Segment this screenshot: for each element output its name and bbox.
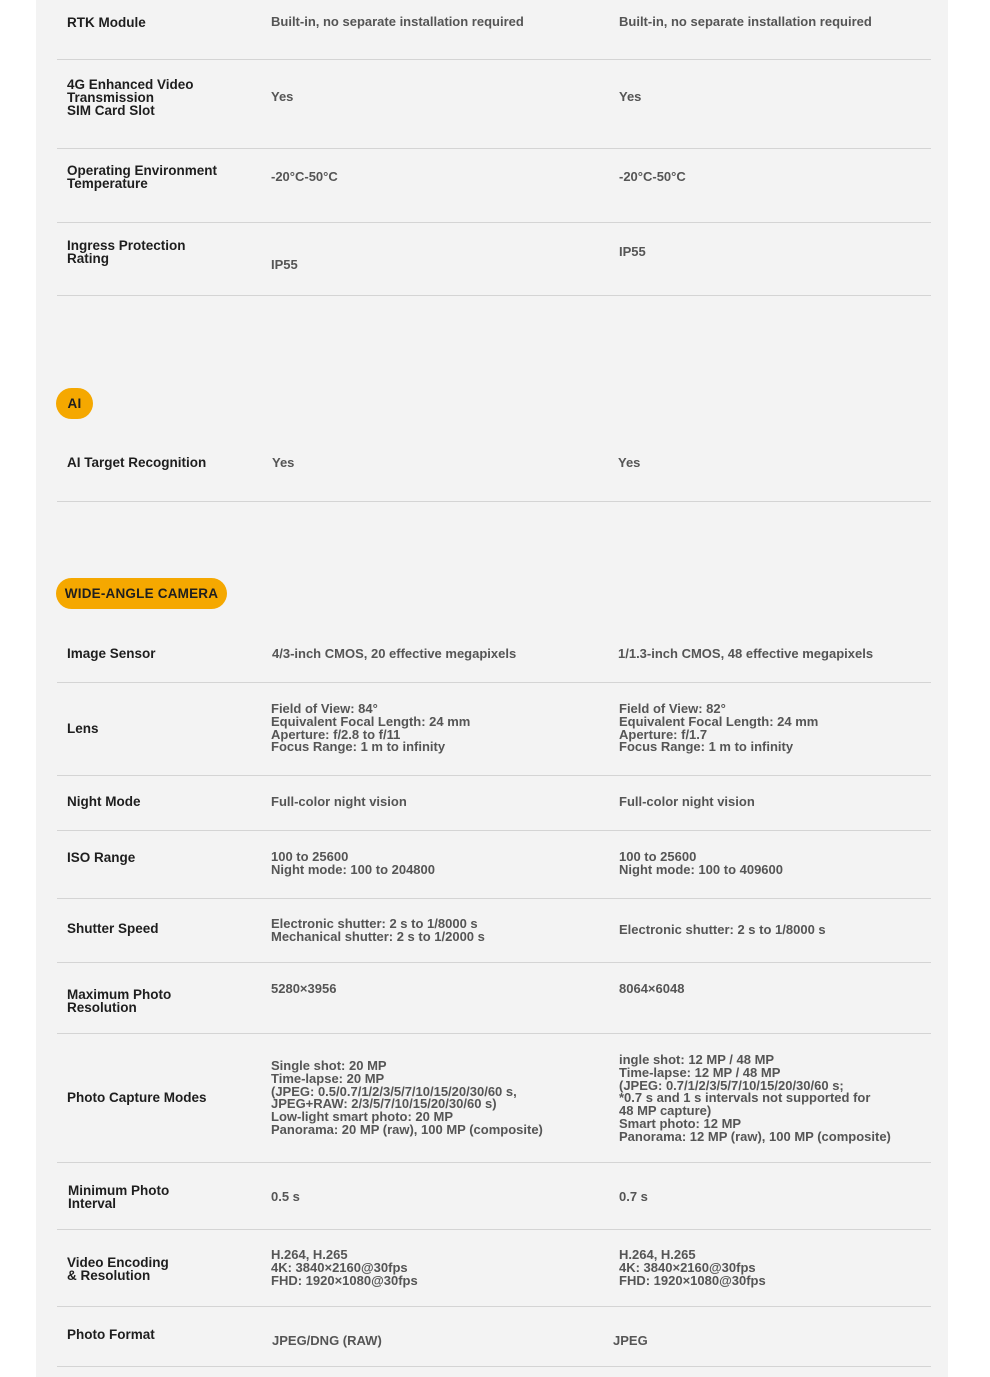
spec-row-shutter-speed bbox=[57, 899, 931, 963]
spec-value-col1: Yes bbox=[271, 89, 294, 104]
spec-value-col2: IP55 bbox=[619, 244, 646, 259]
spec-value-col1: Electronic shutter: 2 s to 1/8000 s Mechanical shutter: 2 s to 1/2000 s bbox=[271, 916, 485, 944]
spec-value-col2: Electronic shutter: 2 s to 1/8000 s bbox=[619, 922, 826, 937]
spec-value-col1: 100 to 25600 Night mode: 100 to 204800 bbox=[271, 849, 435, 877]
spec-row-operating-temperature bbox=[57, 149, 931, 223]
spec-value-col2: Yes bbox=[618, 455, 641, 470]
spec-value-col2: JPEG bbox=[613, 1333, 648, 1348]
spec-label: Shutter Speed bbox=[67, 921, 159, 936]
spec-row-lens bbox=[57, 683, 931, 776]
spec-value-col1: Built-in, no separate installation required bbox=[271, 14, 524, 29]
spec-label: Image Sensor bbox=[67, 646, 156, 661]
spec-label: 4G Enhanced Video Transmission SIM Card Slot bbox=[67, 77, 194, 118]
spec-label: Video Encoding & Resolution bbox=[67, 1255, 169, 1283]
spec-row-iso-range bbox=[57, 831, 931, 899]
spec-row-photo-capture-modes bbox=[57, 1034, 931, 1163]
spec-label: Minimum Photo Interval bbox=[68, 1183, 170, 1211]
spec-row-4g-sim bbox=[57, 60, 931, 149]
spec-label: Photo Format bbox=[67, 1327, 155, 1342]
spec-value-col1: 5280×3956 bbox=[271, 981, 337, 996]
spec-row-ingress-protection bbox=[57, 223, 931, 296]
spec-value-col1: 4/3-inch CMOS, 20 effective megapixels bbox=[272, 646, 517, 661]
spec-label: Ingress Protection Rating bbox=[67, 238, 186, 266]
spec-row-max-photo-resolution bbox=[57, 963, 931, 1034]
spec-value-col1: H.264, H.265 4K: 3840×2160@30fps FHD: 1920×1080@30fps bbox=[271, 1247, 418, 1288]
spec-row-rtk-module bbox=[57, 0, 931, 60]
spec-value-col1: Full-color night vision bbox=[271, 794, 407, 809]
spec-value-col1: -20°C-50°C bbox=[271, 169, 338, 184]
spec-label: AI Target Recognition bbox=[67, 455, 207, 470]
spec-label: Maximum Photo Resolution bbox=[67, 987, 172, 1015]
section-badge-ai: AI bbox=[56, 388, 93, 419]
spec-value-col2: Yes bbox=[619, 89, 642, 104]
spec-row-video-encoding bbox=[57, 1230, 931, 1307]
section-badge-wide-angle-camera: WIDE-ANGLE CAMERA bbox=[56, 578, 227, 609]
spec-value-col2: -20°C-50°C bbox=[619, 169, 686, 184]
spec-value-col1: Yes bbox=[272, 455, 295, 470]
spec-value-col2: Full-color night vision bbox=[619, 794, 755, 809]
spec-value-col1: JPEG/DNG (RAW) bbox=[272, 1333, 382, 1348]
spec-label: Night Mode bbox=[67, 794, 141, 809]
spec-value-col2: Built-in, no separate installation required bbox=[619, 14, 872, 29]
spec-value-col2: 1/1.3-inch CMOS, 48 effective megapixels bbox=[618, 646, 874, 661]
spec-value-col2: H.264, H.265 4K: 3840×2160@30fps FHD: 1920×1080@30fps bbox=[619, 1247, 766, 1288]
spec-label: ISO Range bbox=[67, 850, 136, 865]
spec-value-col2: 100 to 25600 Night mode: 100 to 409600 bbox=[619, 849, 783, 877]
spec-row-minimum-photo-interval bbox=[57, 1163, 931, 1230]
spec-label: RTK Module bbox=[67, 15, 146, 30]
spec-value-col1: 0.5 s bbox=[271, 1189, 300, 1204]
spec-row-ai-target-recognition bbox=[57, 428, 931, 502]
spec-row-night-mode bbox=[57, 776, 931, 831]
spec-row-photo-format bbox=[57, 1307, 931, 1367]
spec-label: Lens bbox=[67, 721, 99, 736]
spec-value-col1: IP55 bbox=[271, 257, 298, 272]
spec-value-col1: Field of View: 84° Equivalent Focal Length: 24 mm Aperture: f/2.8 to f/11 Focus Range: 1 m to infinity bbox=[271, 701, 471, 755]
spec-value-col2: Field of View: 82° Equivalent Focal Length: 24 mm Aperture: f/1.7 Focus Range: 1 m to infinity bbox=[619, 701, 819, 755]
spec-label: Operating Environment Temperature bbox=[67, 163, 218, 191]
spec-value-col2: 8064×6048 bbox=[619, 981, 685, 996]
spec-value-col2: ingle shot: 12 MP / 48 MP Time-lapse: 12 MP / 48 MP (JPEG: 0.7/1/2/3/5/7/10/15/20/30/60 s; *0.7 s and 1 s intervals not supported for 48 MP capture) Smart photo: 12 MP Panorama: 12 MP (raw), 100 MP (composite) bbox=[619, 1052, 891, 1144]
spec-row-image-sensor bbox=[57, 620, 931, 683]
spec-value-col2: 0.7 s bbox=[619, 1189, 648, 1204]
spec-label: Photo Capture Modes bbox=[67, 1090, 207, 1105]
spec-value-col1: Single shot: 20 MP Time-lapse: 20 MP (JPEG: 0.5/0.7/1/2/3/5/7/10/15/20/30/60 s, JPEG+RAW: 2/3/5/7/10/15/20/30/60 s) Low-light smart photo: 20 MP Panorama: 20 MP (raw), 100 MP (composite) bbox=[271, 1058, 543, 1137]
